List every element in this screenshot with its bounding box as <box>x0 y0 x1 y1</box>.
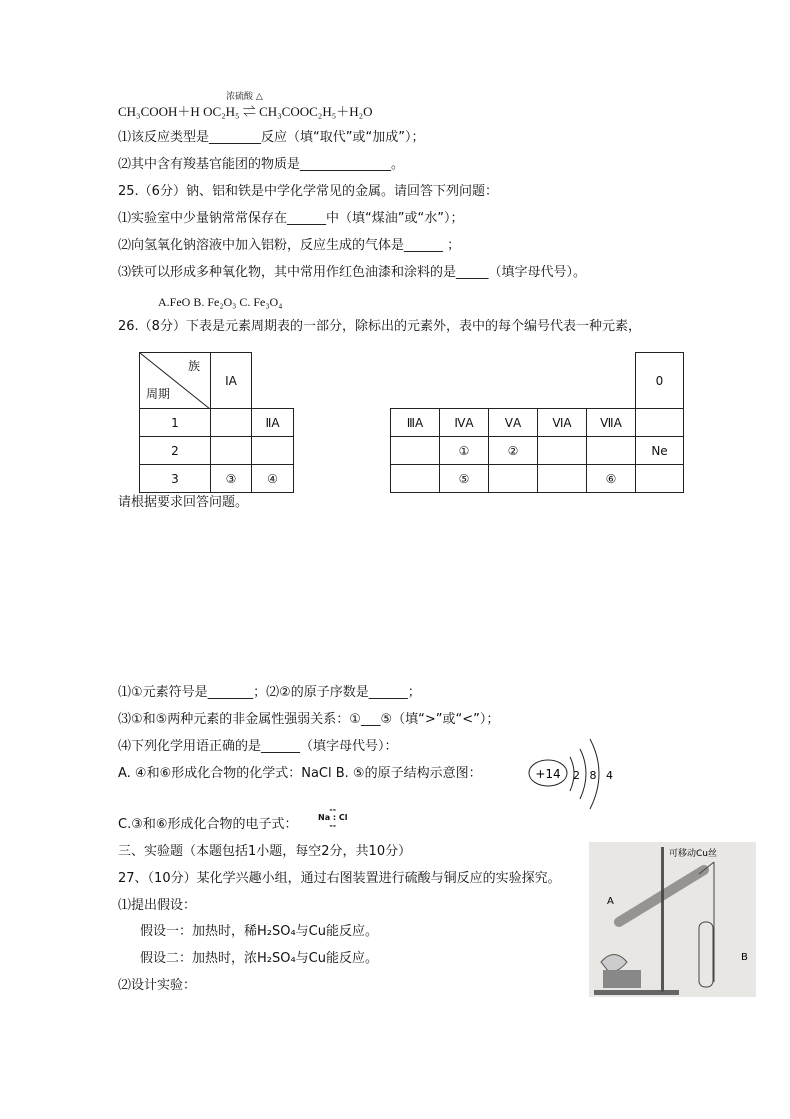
hypothesis-2: 假设二：加热时，浓H₂SO₄与Cu能反应。 <box>140 951 378 966</box>
svg-text:+14: +14 <box>535 767 561 781</box>
group-header: ⅡA <box>252 409 294 437</box>
q25-part1: ⑴实验室中少量钠常常保存在______中（填“煤油”或“水”）； <box>118 211 464 226</box>
svg-text:可移动Cu丝: 可移动Cu丝 <box>669 849 717 859</box>
q25-part3: ⑶铁可以形成多种氧化物，其中常用作红色油漆和涂料的是_____（填字母代号）。 <box>118 265 587 280</box>
reaction-condition-label: 浓硫酸 △ <box>226 92 263 102</box>
group-header: ⅦA <box>587 409 636 437</box>
section-3-heading: 三、实验题（本题包括1小题，每空2分，共10分） <box>118 844 412 859</box>
table-row: 1 ⅡA ⅢA ⅣA ⅤA ⅥA ⅦA <box>140 409 684 437</box>
group-header: ⅢA <box>391 409 440 437</box>
esterification-equation: CH₃COOH＋H OC₂H₅ ⇌ CH₃COOC₂H₅＋H₂O <box>118 104 373 119</box>
q27-part2: ⑵设计实验： <box>118 978 197 993</box>
group-header: ⅤA <box>489 409 538 437</box>
group-header: IA <box>211 353 252 409</box>
group-header: ⅥA <box>538 409 587 437</box>
group-header: 0 <box>636 353 684 409</box>
q26-part1: ⑴①元素符号是_______；⑵②的原子序数是______； <box>118 685 421 700</box>
q26-option-c: C.③和⑥形成化合物的电子式： <box>118 817 298 832</box>
atom-structure-diagram <box>528 735 618 815</box>
svg-text:B: B <box>741 952 748 963</box>
q26-title: 26.（8分）下表是元素周期表的一部分，除标出的元素外，表中的每个编号代表一种元素， <box>118 319 641 334</box>
q25-title: 25.（6分）钠、铝和铁是中学化学常见的金属。请回答下列问题： <box>118 184 498 199</box>
q26-part4: ⑷下列化学用语正确的是______（填字母代号）： <box>118 739 398 754</box>
q26-prompt: 请根据要求回答问题。 <box>118 495 249 510</box>
corner-header <box>140 353 211 409</box>
q24-part2: ⑵其中含有羧基官能团的物质是______________。 <box>118 157 405 172</box>
electron-formula: -- Na : Cl -- <box>318 805 348 830</box>
table-row: 3 ③ ④ ⑤ ⑥ <box>140 465 684 493</box>
q27-title: 27、（10分）某化学兴趣小组，通过右图装置进行硫酸与铜反应的实验探究。 <box>118 871 561 886</box>
experiment-apparatus-figure <box>589 842 756 997</box>
q26-option-a-b: A. ④和⑥形成化合物的化学式：NaCl B. ⑤的原子结构示意图： <box>118 766 482 781</box>
electron-shells: 2 8 4 <box>573 769 613 782</box>
periodic-table <box>139 352 684 493</box>
q25-part2: ⑵向氢氧化钠溶液中加入铝粉，反应生成的气体是______ ； <box>118 238 461 253</box>
period-label: 周期 <box>146 387 171 401</box>
table-row: 2 ① ② Ne <box>140 437 684 465</box>
q26-part3: ⑶①和⑤两种元素的非金属性强弱关系：①___⑤（填“>”或“<”）； <box>118 712 500 727</box>
q25-options: A.FeO B. Fe₂O₃ C. Fe₃O₄ <box>158 295 283 309</box>
hypothesis-1: 假设一：加热时，稀H₂SO₄与Cu能反应。 <box>140 924 378 939</box>
svg-text:A: A <box>607 896 614 907</box>
group-label: 族 <box>187 359 200 373</box>
group-header: ⅣA <box>440 409 489 437</box>
q27-part1: ⑴提出假设： <box>118 898 197 913</box>
q24-part1: ⑴该反应类型是________反应（填“取代”或“加成”）； <box>118 130 425 145</box>
